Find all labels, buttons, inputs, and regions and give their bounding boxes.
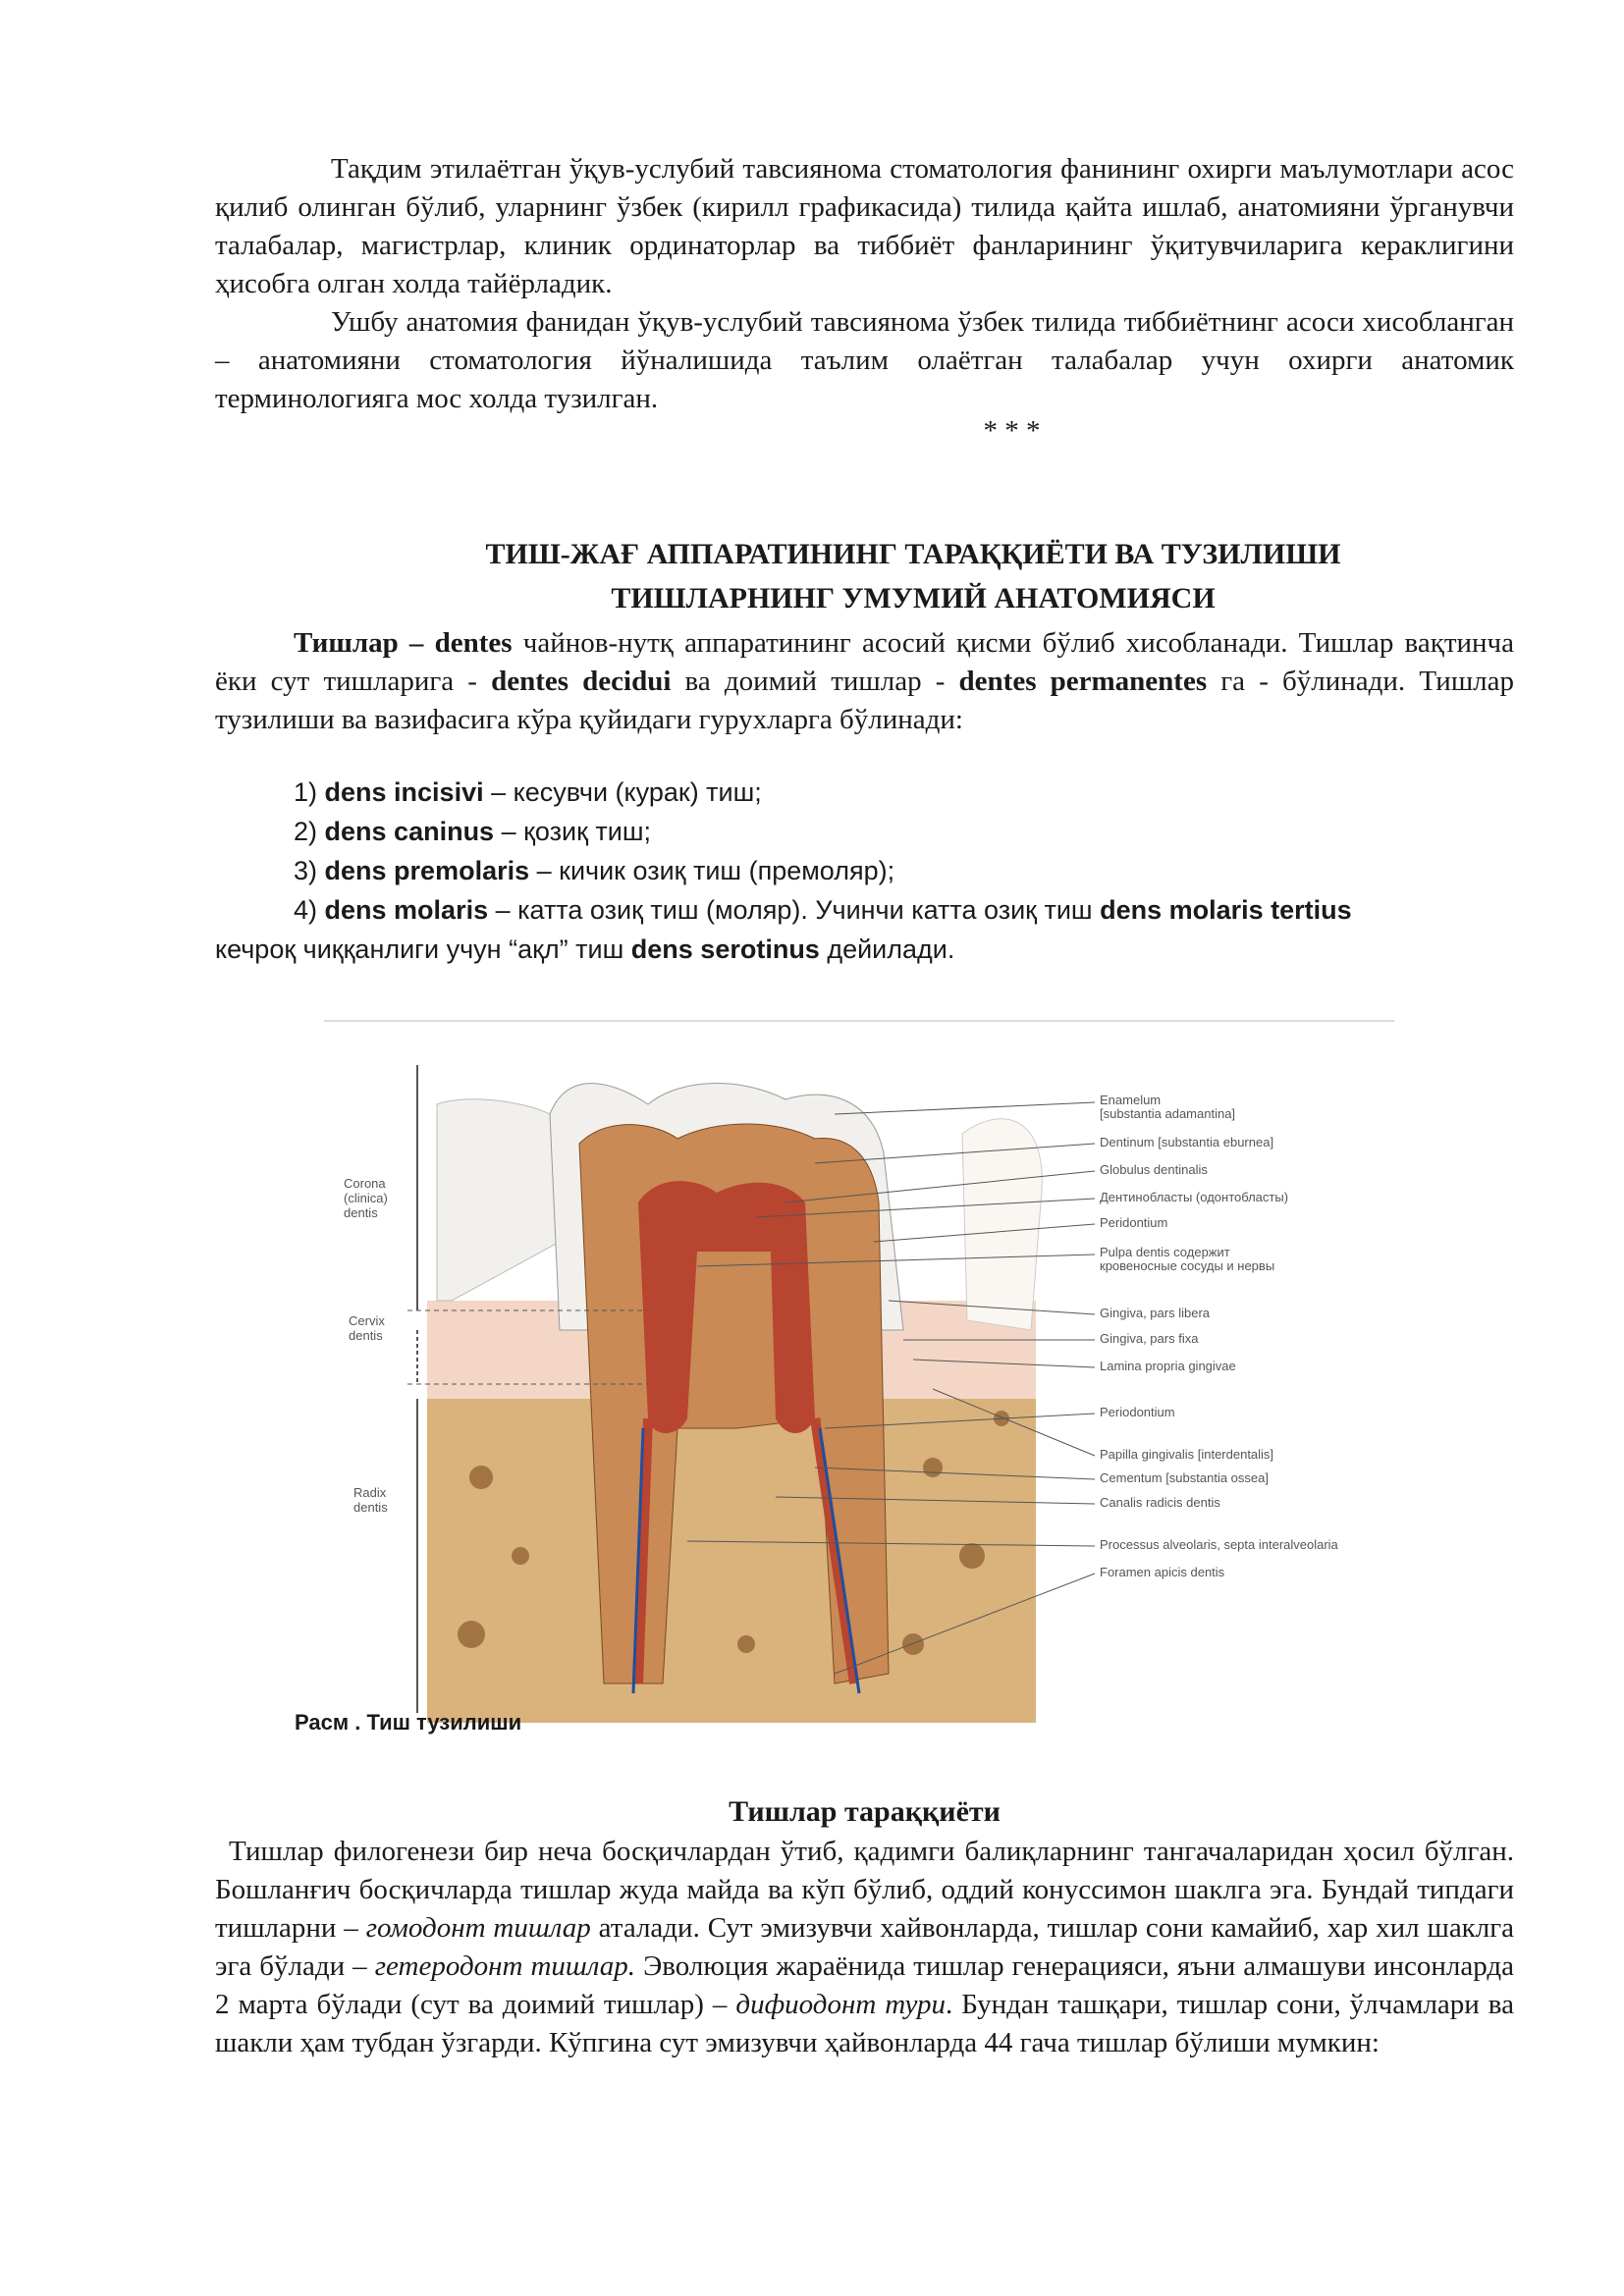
term-dentes: Тишлар – dentes	[294, 627, 513, 659]
anatomy-text-2: ва доимий тишлар -	[671, 666, 959, 697]
term-dentes-decidui: dentes decidui	[491, 666, 672, 697]
figure-caption: Расм . Тиш тузилиши	[295, 1710, 522, 1735]
term-homodont: гомодонт тишлар	[365, 1912, 591, 1944]
list-item: 2) dens caninus – қозиқ тиш;	[294, 817, 652, 846]
tooth-group-list	[215, 773, 1514, 969]
label-substantia-adamantina: [substantia adamantina]	[1100, 1106, 1236, 1121]
label-gingiva-fixa: Gingiva, pars fixa	[1100, 1331, 1199, 1346]
label-pulpa-vessels: кровеносные сосуды и нервы	[1100, 1258, 1275, 1273]
list-term: dens premolaris	[324, 856, 530, 885]
term-molaris-tertius: dens molaris tertius	[1100, 895, 1352, 925]
label-radix: Radix	[353, 1485, 387, 1500]
chapter-title: ТИШ-ЖАҒ АППАРАТИНИНГ ТАРАҚҚИЁТИ ВА ТУЗИЛИШИ	[485, 538, 1341, 570]
list-item: 3) dens premolaris – кичик озиқ тиш (премоляр);	[294, 856, 895, 885]
development-paragraph: Тишлар филогенези бир неча босқичлардан ўтиб, қадимги балиқларнинг тангачаларидан ҳосил бўлган. Бошланғич босқичларда тишлар жуда майда ва кўп бўлиб, оддий конуссимон шаклга эга. Бундай типдаги тишларни – гомодонт тишлар аталади. Сут эмизувчи хайвонларда, тишлар сони камайиб, хар хил шаклга эга бўлади – гетеродонт тишлар. Эволюция жараёнида тишлар генерацияси, яъни алмашуви инсонларда 2 марта бўлади (сут ва доимий тишлар) – дифиодонт тури. Бундан ташқари, тишлар сони, ўлчамлари ва шакли ҳам тубдан ўзгарди. Кўпгина сут эмизувчи ҳайвонларда 44 гача тишлар бўлиши мумкин:	[215, 1836, 1515, 2058]
anatomy-text-1: чайнов-нутқ аппаратининг асосий қисми бўлиб хисобланади. Тишлар вақтинча ёки сут тишларига -	[215, 627, 1514, 697]
label-corona: Corona	[344, 1176, 386, 1191]
tooth-diagram	[324, 1006, 1404, 1728]
label-canalis: Canalis radicis dentis	[1100, 1495, 1220, 1510]
label-dentis: dentis	[353, 1500, 388, 1515]
development-title: Тишлар тараққиёти	[729, 1795, 1001, 1828]
term-diphyodont: дифиодонт тури	[735, 1989, 946, 2020]
list-term: dens molaris	[324, 895, 489, 925]
label-periodontium: Periodontium	[1100, 1405, 1175, 1419]
label-dentinoblasts: Дентинобласты (одонтобласты)	[1100, 1190, 1289, 1204]
label-cervix: Cervix	[349, 1313, 385, 1328]
term-heterodont: гетеродонт тишлар.	[374, 1950, 636, 1982]
label-globulus: Globulus dentinalis	[1100, 1162, 1208, 1177]
label-peridontium: Peridontium	[1100, 1215, 1168, 1230]
intro-paragraph-1: Тақдим этилаётган ўқув-услубий тавсиянома стоматология фанининг охирги маълумотлари асос қилиб олинган бўлиб, уларнинг ўзбек (кирилл графикасида) тилида қайта ишлаб, анатомияни ўрганувчи талабалар, магистрлар, клиник ординаторлар ва тиббиёт фанларининг ўқитувчиларига кераклигини ҳисобга олган холда тайёрладик.	[215, 153, 1514, 299]
term-serotinus: dens serotinus	[630, 934, 820, 964]
list-tail: кечроқ чиққанлиги учун “ақл” тиш dens serotinus дейилади.	[215, 934, 955, 964]
label-pulpa: Pulpa dentis содержит	[1100, 1245, 1230, 1259]
label-clinica: (clinica)	[344, 1191, 388, 1205]
label-foramen: Foramen apicis dentis	[1100, 1565, 1225, 1579]
list-item: 1) dens incisivi – кесувчи (курак) тиш;	[294, 777, 762, 807]
label-dentis: dentis	[344, 1205, 378, 1220]
section-title: ТИШЛАРНИНГ УМУМИЙ АНАТОМИЯСИ	[611, 582, 1216, 614]
label-papilla: Papilla gingivalis [interdentalis]	[1100, 1447, 1274, 1462]
intro-section	[215, 150, 1514, 451]
label-lamina-propria: Lamina propria gingivae	[1100, 1359, 1236, 1373]
label-processus: Processus alveolaris, septa interalveolaria	[1100, 1537, 1338, 1552]
label-cementum: Cementum [substantia ossea]	[1100, 1470, 1269, 1485]
list-term: dens incisivi	[324, 777, 484, 807]
tooth-structure-figure	[324, 1006, 1404, 1728]
label-enamelum: Enamelum	[1100, 1093, 1162, 1107]
label-gingiva-libera: Gingiva, pars libera	[1100, 1306, 1210, 1320]
label-dentinum: Dentinum [substantia eburnea]	[1100, 1135, 1274, 1149]
label-dentis: dentis	[349, 1328, 383, 1343]
anatomy-paragraph	[215, 624, 1514, 739]
list-item: 4) dens molaris – катта озиқ тиш (моляр). Учинчи катта озиқ тиш dens molaris tertius	[294, 895, 1352, 925]
anatomy-text-3: га - бўлинади. Тишлар тузилиши ва вазифасига кўра қуйидаги гурухларга бўлинади:	[215, 666, 1515, 735]
list-term: dens caninus	[324, 817, 495, 846]
term-dentes-permanentes: dentes permanentes	[958, 666, 1208, 697]
section-separator: * * *	[983, 415, 1041, 447]
intro-paragraph-2: Ушбу анатомия фанидан ўқув-услубий тавсиянома ўзбек тилида тиббиётнинг асоси хисобланган – анатомияни стоматология йўналишида таълим олаётган талабалар учун охирги анатомик терминологияга мос холда тузилган.	[215, 306, 1514, 414]
